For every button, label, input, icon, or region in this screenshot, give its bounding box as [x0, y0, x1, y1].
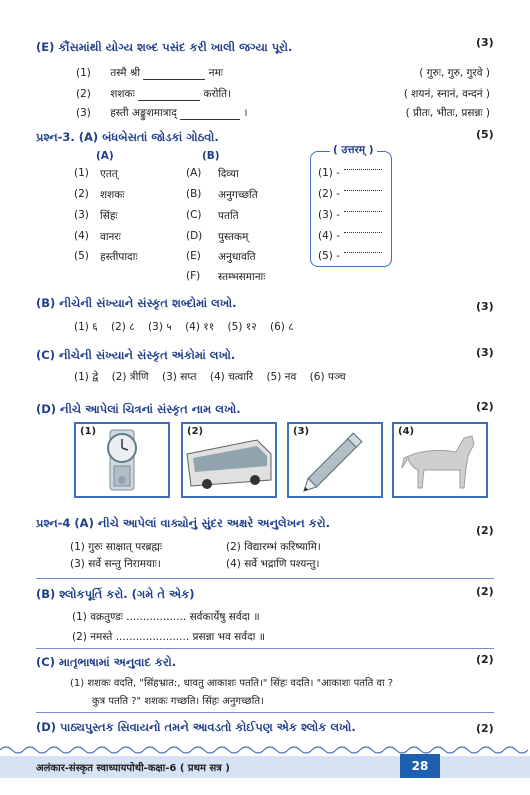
answer-slot: (2) - — [318, 188, 340, 200]
left-item-number: (2) — [74, 188, 89, 200]
answer-slot: (3) - — [318, 209, 340, 221]
options: ( शयनं, स्नानं, वन्दनं ) — [403, 88, 490, 100]
list-item — [76, 87, 231, 101]
footer-text: अलंकार-संस्कृत स्वाध्यायपोथी-कक्षा-6 ( प्रथम सत्र ) — [36, 763, 230, 774]
sentence: (2) विद्यारम्भं करिष्यामि। — [226, 541, 321, 553]
section-4b-marks: (2) — [476, 585, 494, 598]
left-item-number: (1) — [74, 167, 89, 179]
verse-line: (2) नमस्ते ...................... प्रसन्ना भव सर्वदा ॥ — [72, 631, 266, 643]
right-item-text: अनुधावति — [218, 251, 256, 263]
item-number: (2) — [76, 88, 91, 100]
left-item-number: (4) — [74, 230, 89, 242]
column-b-header: (B) — [202, 150, 220, 162]
column-a-header: (A) — [96, 150, 114, 162]
picture-box — [287, 422, 383, 498]
right-item-number: (B) — [186, 188, 202, 200]
left-item-text: सिंहः — [100, 210, 118, 222]
section-4b-title: (B) શ્લોકપૂર્તિ કરો. (ગમે તે એક) — [36, 587, 195, 601]
section-d-marks: (2) — [476, 400, 494, 413]
section-b-marks: (3) — [476, 300, 494, 313]
left-item-number: (5) — [74, 250, 89, 262]
section-c-marks: (3) — [476, 346, 494, 359]
picture-box — [392, 422, 488, 498]
answer-slot: (1) - — [318, 167, 340, 179]
right-item-number: (D) — [186, 230, 203, 242]
right-item-text: स्तम्भसमानाः — [218, 271, 266, 283]
right-item-text: पतति — [218, 210, 239, 222]
answer-slot: (4) - — [318, 230, 340, 242]
right-item-text: पुस्तकम् — [218, 231, 249, 243]
section-e-title: (E) કૌંસમાંથી યોગ્ય શબ્દ પસંદ કરી ખાલી જગ્યા પૂરો. — [36, 40, 293, 54]
section-4c-marks: (2) — [476, 653, 494, 666]
item-text: हस्ती अङ्कुशमात्राद् — [110, 107, 177, 119]
picture-box — [74, 422, 170, 498]
translation-line: कुत्र पतति ?" शशकः गच्छति। सिंहः अनुगच्छति। — [92, 696, 264, 707]
question-3-title: પ્રશ્ન-3. (A) બંધબેસતાં જોડકાં ગોઠવો. — [36, 130, 219, 144]
blank-line — [180, 119, 240, 120]
options: ( प्रीतः, भीतः, प्रसन्नः ) — [405, 107, 490, 119]
divider — [36, 578, 494, 579]
translation-line: (1) शशकः वदति, "सिंहभ्रात:, धावतु आकाशः पतति।" सिंहः वदति। "आकाशः पतति वा ? — [70, 678, 394, 689]
right-item-text: दिव्या — [218, 168, 239, 180]
left-item-text: हस्तीपादाः — [100, 251, 138, 263]
section-c-title: (C) નીચેની સંખ્યાને સંસ્કૃત અંકોમાં લખો. — [36, 348, 236, 362]
section-b-title: (B) નીચેની સંખ્યાને સંસ્કૃત શબ્દોમાં લખો. — [36, 296, 237, 310]
answer-blank — [344, 211, 382, 212]
section-e-marks: (3) — [476, 36, 494, 49]
item-text: तस्मै श्री — [110, 67, 141, 79]
word-list: (1) द्वे (2) त्रीणि (3) सप्त (4) चत्वारि (5) नव (6) पञ्च — [74, 371, 346, 383]
sentence: (3) सर्वे सन्तु निरामयाः। — [70, 558, 161, 570]
question-4-marks: (2) — [476, 524, 494, 537]
answer-blank — [344, 232, 382, 233]
left-item-text: एतत् — [100, 168, 118, 180]
item-tail: नमः — [208, 67, 223, 79]
answer-blank — [344, 252, 382, 253]
section-4d-marks: (2) — [476, 722, 494, 735]
answer-slot: (5) - — [318, 250, 340, 262]
sentence: (4) सर्वे भद्राणि पश्यन्तु। — [226, 558, 320, 570]
number-list: (1) ६ (2) ८ (3) ५ (4) ११ (5) १२ (6) ८ — [74, 321, 294, 333]
item-number: (1) — [76, 67, 91, 79]
answer-blank — [344, 169, 382, 170]
question-4-title: પ્રશ્ન-4 (A) નીચે આપેલાં વાક્યોનું સુંદર અક્ષરે અનુલેખન કરો. — [36, 516, 331, 530]
picture-number: (4) — [398, 426, 415, 437]
right-item-number: (E) — [186, 250, 201, 262]
divider — [36, 712, 494, 713]
left-item-text: शशकः — [100, 189, 125, 201]
options: ( गुरुः, गुरु, गुरवे ) — [419, 67, 490, 79]
right-item-number: (F) — [186, 270, 201, 282]
item-tail: । — [243, 107, 248, 119]
item-number: (3) — [76, 107, 91, 119]
right-item-number: (C) — [186, 209, 202, 221]
blank-line — [138, 100, 200, 101]
picture-number: (1) — [80, 426, 97, 437]
question-3-marks: (5) — [476, 128, 494, 141]
list-item — [76, 66, 223, 80]
footer-wave — [0, 744, 530, 756]
verse-line: (1) वक्रतुण्डः .................. सर्वकार्येषु सर्वदा ॥ — [72, 611, 260, 623]
picture-box — [181, 422, 277, 498]
blank-line — [143, 79, 205, 80]
answer-blank — [344, 190, 382, 191]
right-item-number: (A) — [186, 167, 202, 179]
section-4c-title: (C) માતૃભાષામાં અનુવાદ કરો. — [36, 655, 177, 669]
answer-header: ( उत्तरम् ) — [330, 143, 377, 157]
section-d-title: (D) નીચે આપેલાં ચિત્રનાં સંસ્કૃત નામ લખો. — [36, 402, 241, 416]
picture-number: (2) — [187, 426, 204, 437]
left-item-text: वानरः — [100, 231, 121, 243]
section-4d-title: (D) પાઠ્યપુસ્તક સિવાયનો તમને આવડતો કોઈપણ એક શ્લોક લખો. — [36, 720, 356, 734]
sentence: (1) गुरुः साक्षात् परब्रह्मः — [70, 541, 163, 553]
item-text: शशकः — [110, 88, 135, 100]
list-item — [76, 106, 248, 120]
divider — [36, 648, 494, 649]
item-tail: करोति। — [203, 88, 232, 100]
right-item-text: अनुगच्छति — [218, 189, 258, 201]
left-item-number: (3) — [74, 209, 89, 221]
picture-number: (3) — [293, 426, 310, 437]
page-number: 28 — [400, 754, 440, 778]
